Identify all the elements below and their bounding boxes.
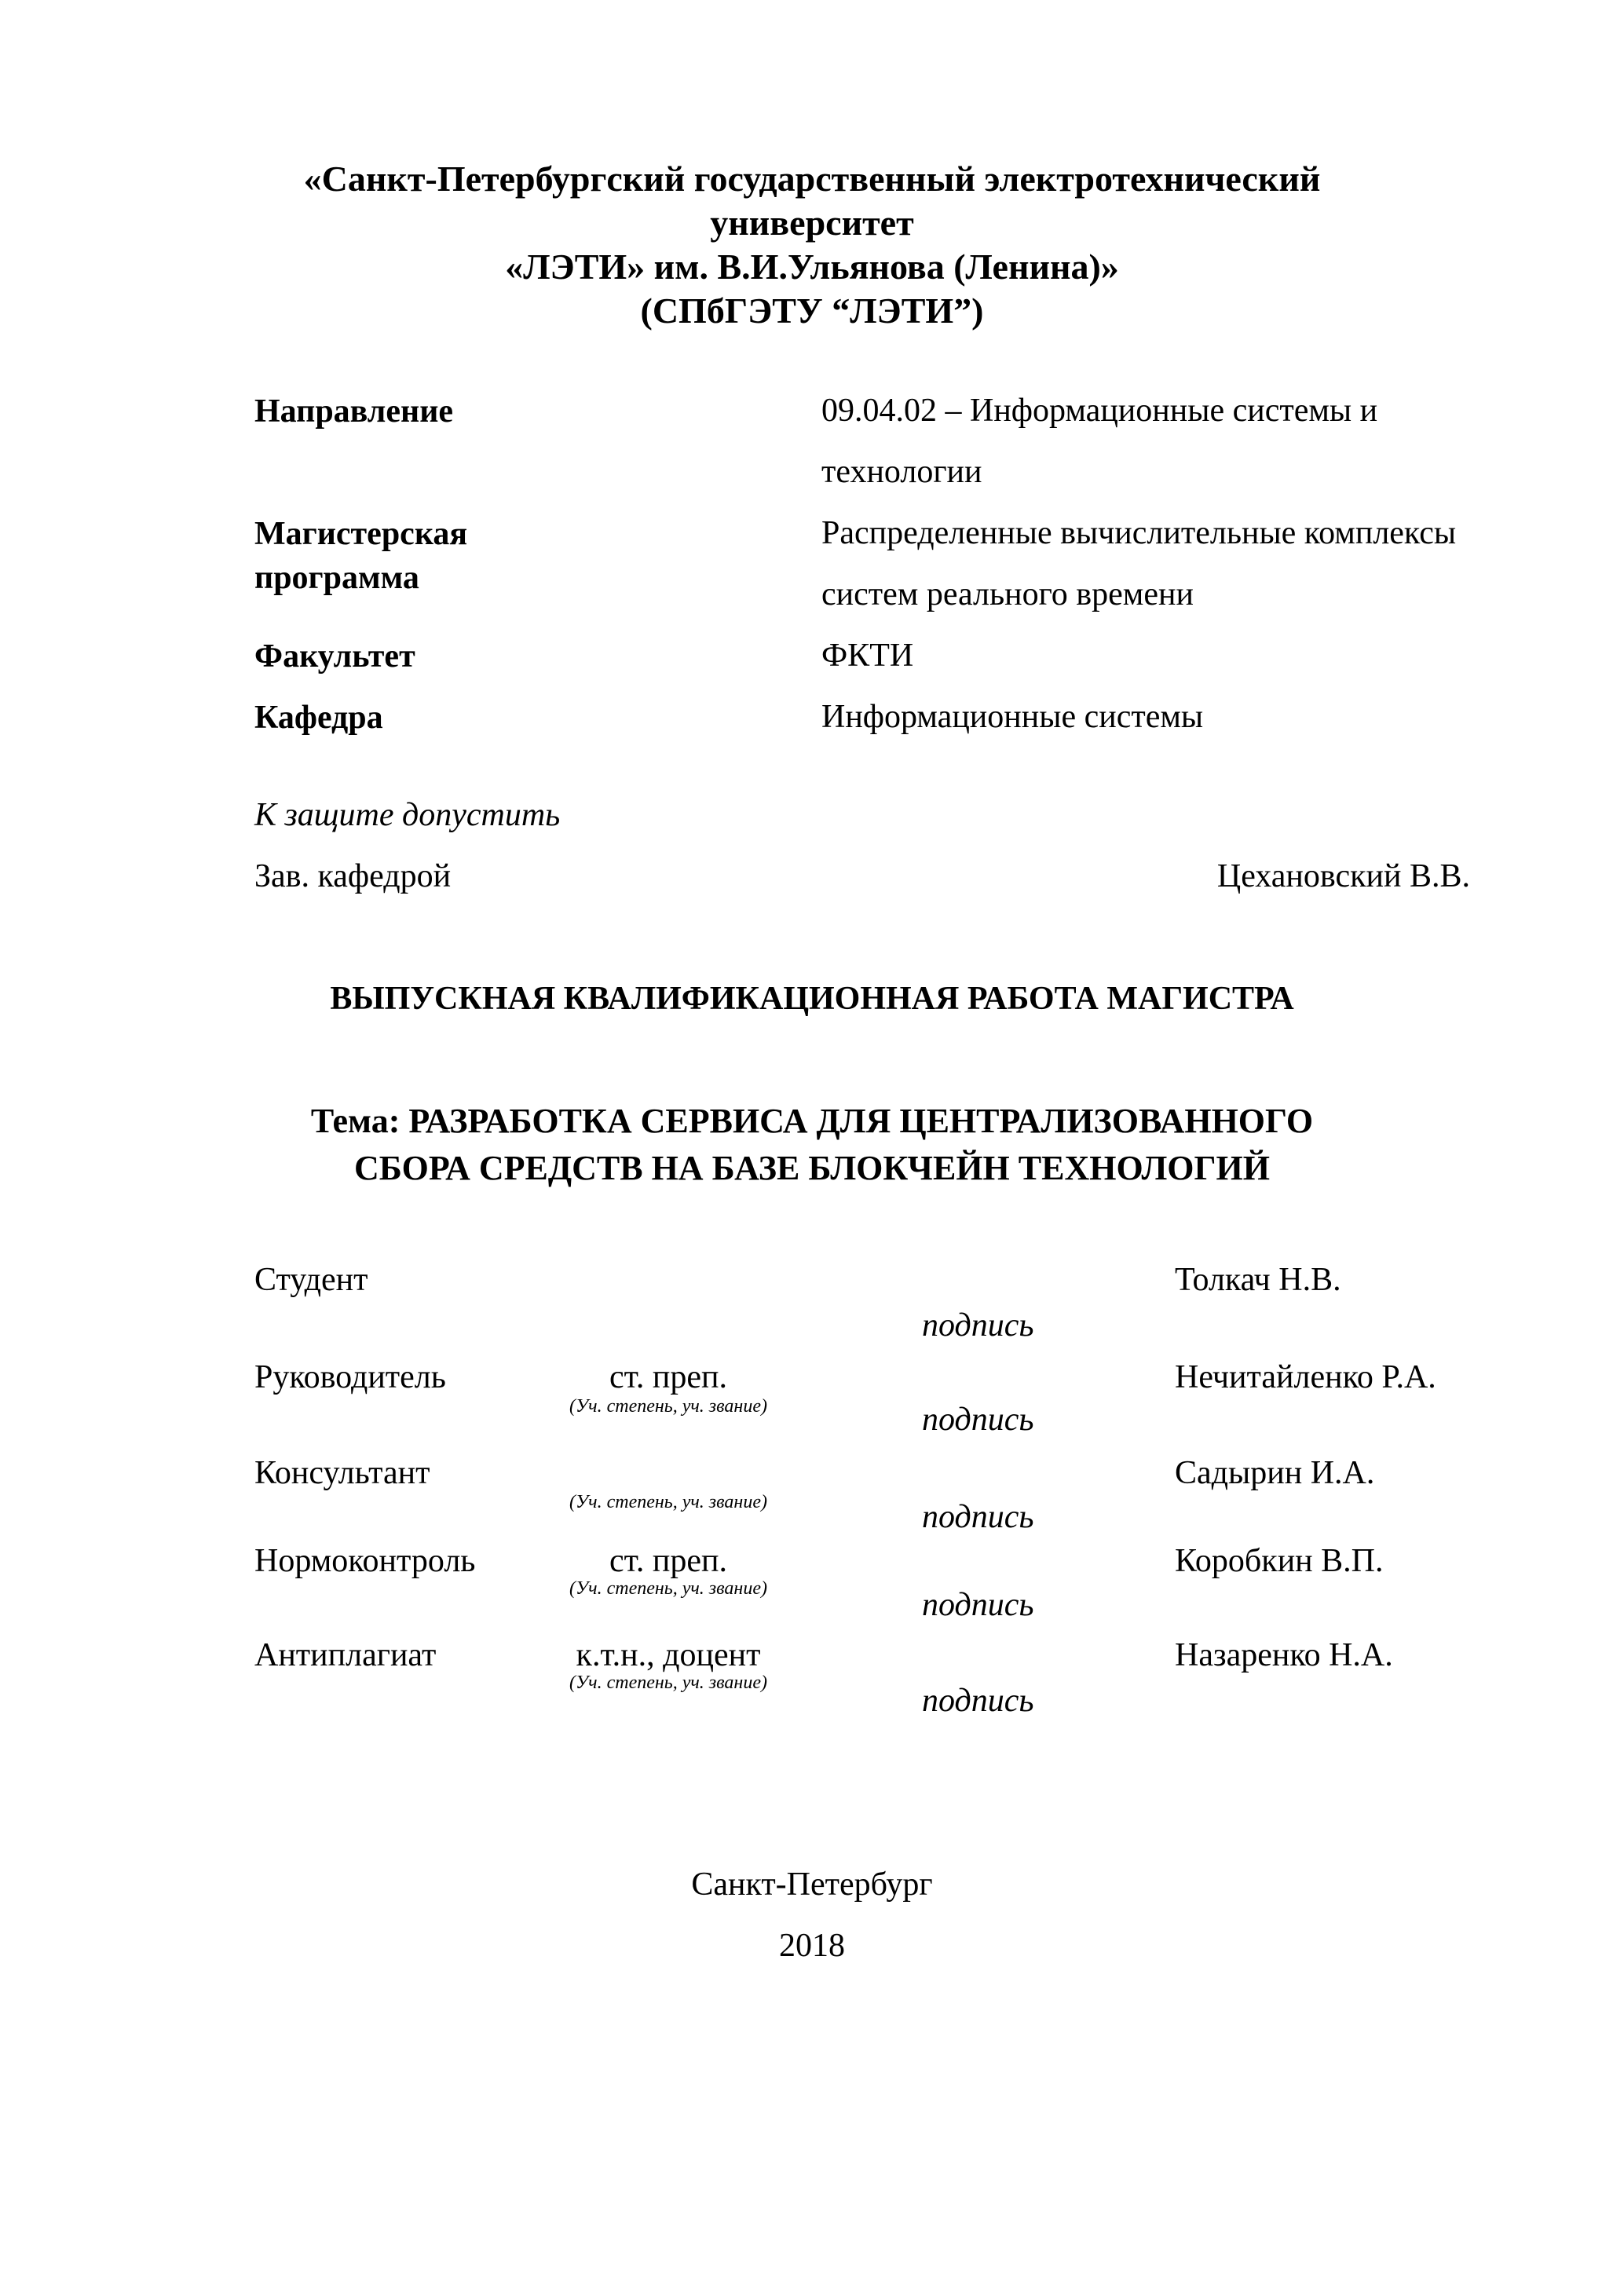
approval-role: Зав. кафедрой (254, 858, 452, 894)
signature-podpis: подпись (922, 1499, 1034, 1535)
footer-year: 2018 (779, 1928, 845, 1964)
signature-degree-caption: (Уч. степень, уч. звание) (569, 1492, 767, 1512)
signature-degree: ст. преп. (609, 1543, 727, 1579)
signature-degree: ст. преп. (609, 1359, 727, 1395)
signature-role: Консультант (254, 1455, 430, 1491)
signature-role: Антиплагиат (254, 1637, 437, 1673)
signature-degree-caption: (Уч. степень, уч. звание) (569, 1396, 767, 1417)
info-label-department: Кафедра (254, 700, 383, 736)
info-value-faculty: ФКТИ (821, 638, 914, 674)
info-label-faculty: Факультет (254, 638, 415, 675)
signature-podpis: подпись (922, 1307, 1034, 1344)
signature-degree: к.т.н., доцент (576, 1637, 761, 1673)
university-name-line-2: университет (710, 203, 914, 243)
work-title: ВЫПУСКНАЯ КВАЛИФИКАЦИОННАЯ РАБОТА МАГИСТРА (330, 981, 1294, 1017)
footer-city: Санкт-Петербург (691, 1866, 933, 1903)
info-label-direction: Направление (254, 393, 454, 430)
info-value-program: Распределенные вычислительные комплексы систем реального времени (821, 515, 1457, 612)
signature-role: Студент (254, 1262, 368, 1298)
signature-degree-caption: (Уч. степень, уч. звание) (569, 1578, 767, 1599)
info-value-department: Информационные системы (821, 699, 1204, 735)
info-label-program: Магистерская программа (254, 516, 468, 596)
signature-name: Нечитайленко Р.А. (1175, 1359, 1436, 1395)
signature-degree-caption: (Уч. степень, уч. звание) (569, 1673, 767, 1693)
signature-name: Садырин И.А. (1175, 1455, 1375, 1491)
approval-name: Цехановский В.В. (1216, 858, 1470, 894)
signature-name: Назаренко Н.А. (1175, 1637, 1393, 1673)
signature-role: Нормоконтроль (254, 1543, 476, 1579)
university-name-line-1: «Санкт-Петербургский государственный электротехнический (303, 159, 1321, 199)
university-abbreviation: (СПбГЭТУ “ЛЭТИ”) (640, 291, 984, 331)
signature-podpis: подпись (922, 1587, 1034, 1623)
signature-role: Руководитель (254, 1359, 446, 1395)
topic-line-1: Тема: РАЗРАБОТКА СЕРВИСА ДЛЯ ЦЕНТРАЛИЗОВАННОГО (310, 1102, 1314, 1140)
signature-podpis: подпись (922, 1402, 1034, 1438)
info-value-direction: 09.04.02 – Информационные системы и технологии (821, 393, 1378, 490)
signature-name: Толкач Н.В. (1175, 1262, 1341, 1298)
approval-note: К защите допустить (254, 797, 561, 833)
signature-name: Коробкин В.П. (1175, 1543, 1384, 1579)
signature-podpis: подпись (922, 1683, 1034, 1719)
university-name-line-3: «ЛЭТИ» им. В.И.Ульянова (Ленина)» (505, 247, 1119, 287)
topic-line-2: СБОРА СРЕДСТВ НА БАЗЕ БЛОКЧЕЙН ТЕХНОЛОГИЙ (354, 1149, 1270, 1187)
